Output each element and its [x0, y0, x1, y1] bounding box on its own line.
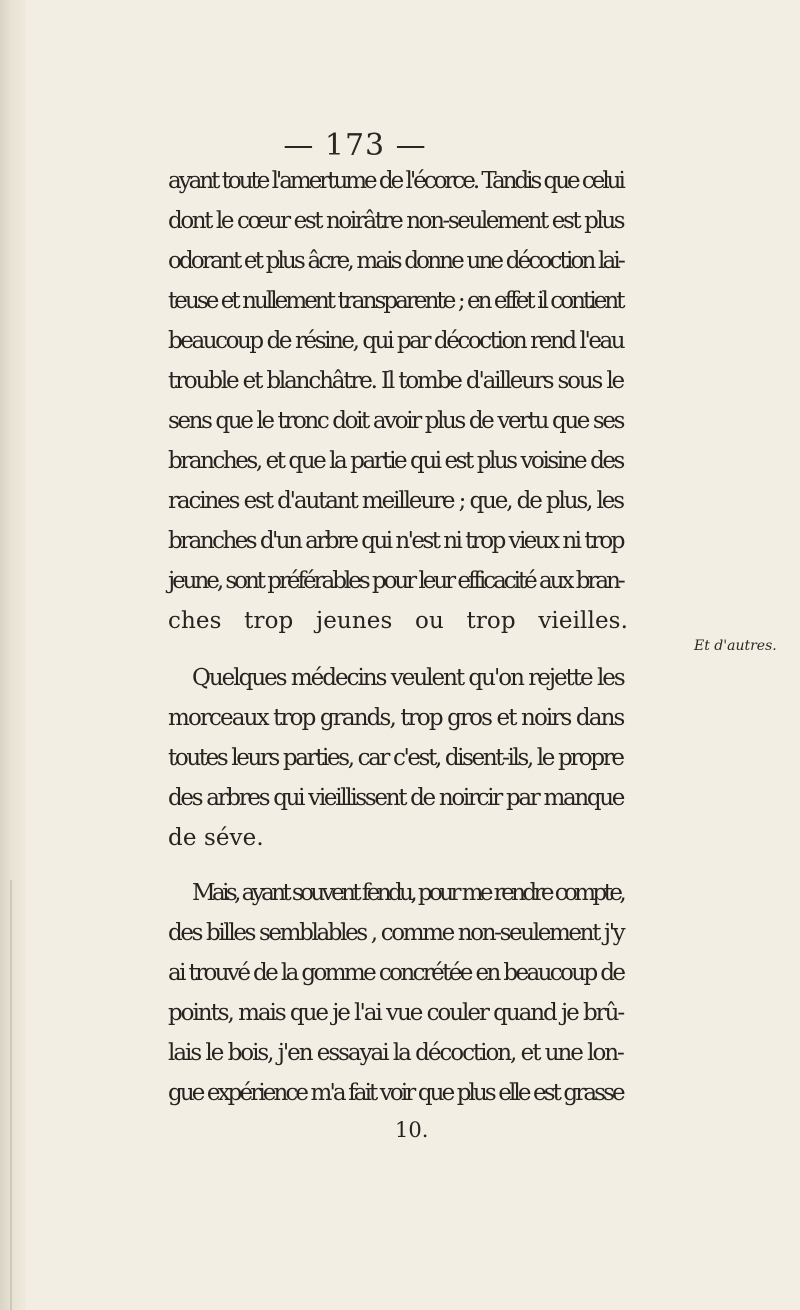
- text-line: branches d'un arbre qui n'est ni trop vieux ni trop: [168, 528, 623, 554]
- text-line: sens que le tronc doit avoir plus de vertu que ses: [168, 408, 623, 434]
- margin-note: Et d'autres.: [694, 638, 777, 654]
- text-line: points, mais que je l'ai vue couler quand je brû-: [168, 1000, 624, 1026]
- text-line: teuse et nullement transparente ; en effet il contient: [168, 288, 623, 314]
- text-line: dont le cœur est noirâtre non-seulement est plus: [168, 208, 624, 234]
- text-line: des arbres qui vieillissent de noircir par manque: [168, 785, 624, 811]
- page-number: — 173 —: [283, 128, 427, 163]
- text-line: ches trop jeunes ou trop vieilles.: [168, 608, 628, 634]
- text-line: jeune, sont préférables pour leur efficacité aux bran-: [168, 568, 623, 594]
- text-line: ai trouvé de la gomme concrétée en beaucoup de: [168, 960, 624, 986]
- text-line: gue expérience m'a fait voir que plus elle est grasse: [168, 1080, 623, 1106]
- text-line: branches, et que la partie qui est plus voisine des: [168, 448, 623, 474]
- text-line: des billes semblables , comme non-seulement j'y: [168, 920, 624, 946]
- text-line: Quelques médecins veulent qu'on rejette les: [192, 665, 624, 691]
- text-line: trouble et blanchâtre. Il tombe d'ailleurs sous le: [168, 368, 623, 394]
- text-line: odorant et plus âcre, mais donne une décoction lai-: [168, 248, 623, 274]
- signature-mark: 10.: [395, 1118, 429, 1142]
- text-line: morceaux trop grands, trop gros et noirs dans: [168, 705, 624, 731]
- text-line: de séve.: [168, 825, 264, 851]
- text-line: Mais, ayant souvent fendu, pour me rendre compte,: [192, 880, 624, 906]
- text-line: racines est d'autant meilleure ; que, de plus, les: [168, 488, 623, 514]
- text-line: beaucoup de résine, qui par décoction rend l'eau: [168, 328, 624, 354]
- text-line: lais le bois, j'en essayai la décoction, et une lon-: [168, 1040, 623, 1066]
- text-line: ayant toute l'amertume de l'écorce. Tandis que celui: [168, 168, 623, 194]
- text-line: toutes leurs parties, car c'est, disent-ils, le propre: [168, 745, 623, 771]
